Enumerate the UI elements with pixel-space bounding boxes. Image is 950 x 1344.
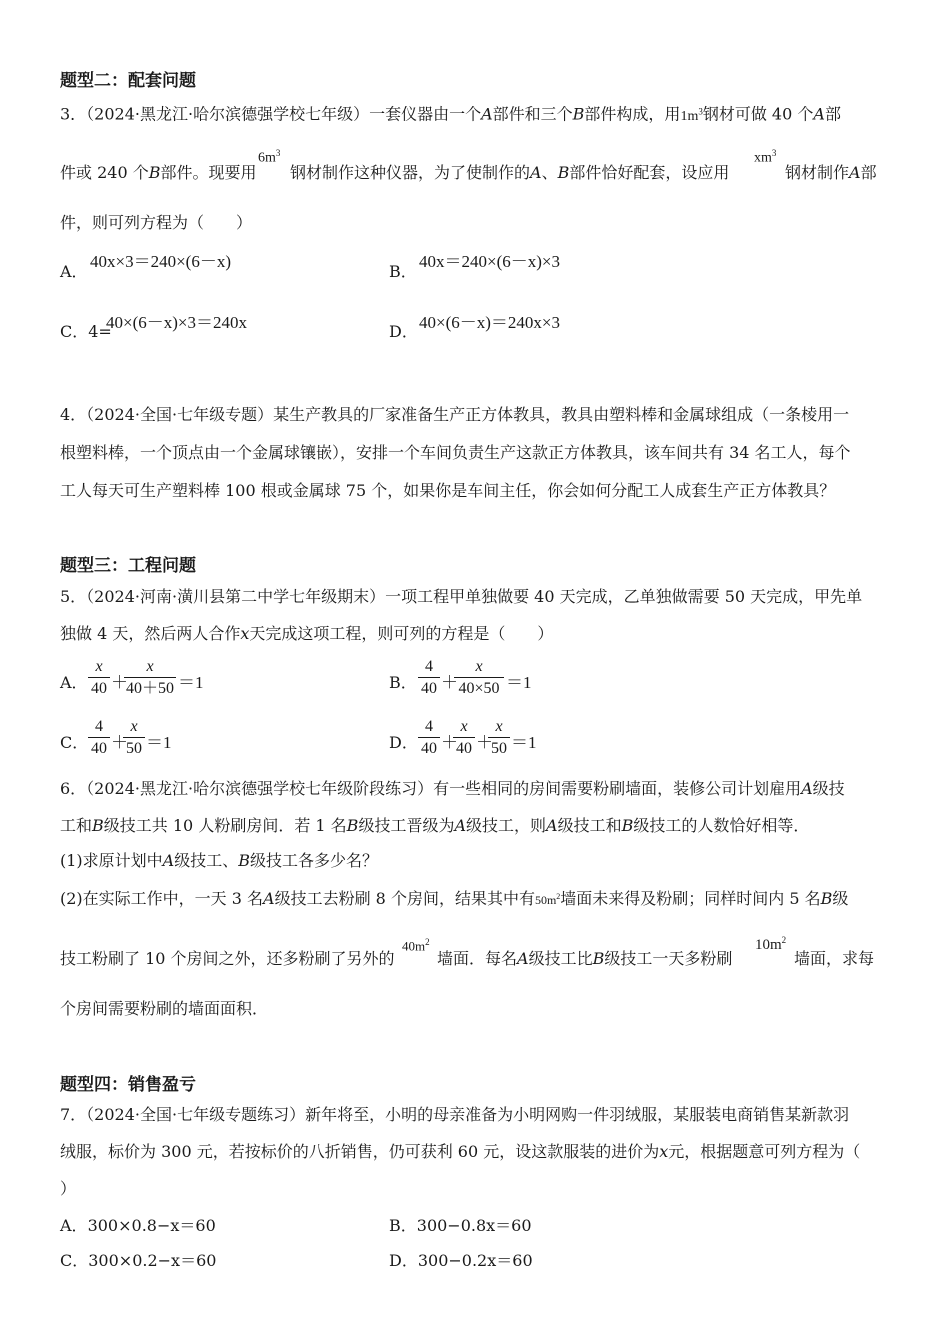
q6-line2: 工和B级技工共 10 人粉刷房间．若 1 名B级技工晋级为A级技工，则A级技工和B级技工的人数恰好相等． <box>60 816 810 835</box>
q6-line4: (2)在实际工作中，一天 3 名A级技工去粉刷 8 个房间，结果其中有$50m^2$墙面未来得及粉刷；同样时间内 5 名B级 <box>60 889 849 908</box>
q7-option-b: B．300−0.8x＝60 <box>389 1216 532 1235</box>
q5-d-frac2: x 40 <box>453 717 475 758</box>
q5-d-frac3: x 50 <box>488 717 510 758</box>
plus-sign: ＋ <box>111 733 128 752</box>
q3-option-a: 40x×3＝240×(6－x) <box>90 252 231 271</box>
q5-a-frac2: x 40＋50 <box>125 658 174 697</box>
q6-line3: (1)求原计划中A级技工、B级技工各多少名？ <box>60 851 379 870</box>
equals-one: ＝1 <box>146 733 172 752</box>
q4-line3: 工人每天可生产塑料棒 100 根或金属球 75 个，如果你是车间主任，你会如何分配工人成套生产正方体教具？ <box>60 481 836 500</box>
q3-option-c: 40×(6－x)×3＝240x <box>106 313 247 332</box>
q6-line6: 个房间需要粉刷的墙面面积． <box>60 999 269 1018</box>
q5-c-frac2: x 50 <box>123 717 145 758</box>
q4-line2: 根塑料棒，一个顶点由一个金属球镶嵌），安排一个车间负责生产这款正方体教具，该车间共有 34 名工人，每个 <box>60 443 851 462</box>
q3-line2-end: 钢材制作A部 <box>785 163 877 182</box>
q5-line1: 5．（2024·河南·潢川县第二中学七年级期末）一项工程甲单独做要 40 天完成，乙单独做需要 50 天完成，甲先单 <box>60 587 863 606</box>
q5-d-frac1: 4 40 <box>418 717 440 758</box>
q5-option-d-label: D． <box>389 733 418 752</box>
q7-option-c: C．300×0.2−x＝60 <box>60 1251 217 1270</box>
q7-option-d: D．300−0.2x＝60 <box>389 1251 533 1270</box>
plus-sign: ＋ <box>476 733 493 752</box>
q6-line5: 技工粉刷了 10 个房间之外，还多粉刷了另外的 <box>60 949 395 968</box>
q7-line1: 7．（2024·全国·七年级专题练习）新年将至，小明的母亲准备为小明网购一件羽绒服，某服装电商销售某新款羽 <box>60 1105 850 1124</box>
q5-option-c-label: C． <box>60 733 89 752</box>
section-title-4: 题型四：销售盈亏 <box>60 1075 196 1095</box>
plus-sign: ＋ <box>441 733 458 752</box>
q3-option-c-label: C．4= <box>60 322 112 341</box>
q3-option-b: 40x＝240×(6－x)×3 <box>419 252 560 271</box>
q5-a-frac1: x 40 <box>88 657 110 698</box>
plus-sign: ＋ <box>441 673 458 692</box>
equals-one: ＝1 <box>178 673 204 692</box>
q5-b-frac2: x 40×50 <box>454 657 504 698</box>
q3-option-a-label: A． <box>60 262 88 281</box>
q6-line1: 6．（2024·黑龙江·哈尔滨德强学校七年级阶段练习）有一些相同的房间需要粉刷墙面，装修公司计划雇用A级技 <box>60 779 845 798</box>
q3-option-b-label: B． <box>389 262 417 281</box>
q3-line2: 件或 240 个B部件。现要用 <box>60 163 257 182</box>
q5-c-frac1: 4 40 <box>88 717 110 758</box>
q7-option-a: A．300×0.8−x＝60 <box>60 1216 216 1235</box>
section-title-3: 题型三：工程问题 <box>60 556 196 576</box>
q3-line2-cont: 钢材制作这种仪器，为了使制作的A、B部件恰好配套，设应用 <box>290 163 730 182</box>
q7-line2: 绒服，标价为 300 元，若按标价的八折销售，仍可获利 60 元，设这款服装的进价为x元，根据题意可列方程为（ <box>60 1142 861 1161</box>
equals-one: ＝1 <box>511 733 537 752</box>
unit-50m2: $50m^2$ <box>534 892 561 907</box>
q5-b-frac1: 4 40 <box>418 657 440 698</box>
q6-line5-end: 墙面，求每 <box>794 949 875 968</box>
plus-sign: ＋ <box>111 673 128 692</box>
q5-option-b-label: B． <box>389 673 417 692</box>
q5-line2: 独做 4 天，然后两人合作x天完成这项工程，则可列的方程是（ ） <box>60 624 554 643</box>
q3-line1: 3．（2024·黑龙江·哈尔滨德强学校七年级）一套仪器由一个A部件和三个B部件构成，用$1m^3$钢材可做 40 个A部 <box>60 104 841 124</box>
q3-option-d-label: D． <box>389 322 418 341</box>
equals-one: ＝1 <box>506 673 532 692</box>
unit-1m3: $1m^3$ <box>680 106 703 124</box>
q6-line5-mid: 墙面．每名A级技工比B级技工一天多粉刷 <box>437 949 733 968</box>
section-title-2: 题型二：配套问题 <box>60 71 196 91</box>
unit-6m3: $6m^3$ <box>258 148 281 166</box>
unit-xm3: $xm^3$ <box>754 148 777 166</box>
q4-line1: 4．（2024·全国·七年级专题）某生产教具的厂家准备生产正方体教具，教具由塑料棒和金属球组成（一条棱用一 <box>60 405 850 424</box>
q3-line3: 件，则可列方程为（ ） <box>60 213 253 232</box>
unit-40m2: $40m^2$ <box>402 937 430 954</box>
q3-option-d: 40×(6－x)＝240x×3 <box>419 313 560 332</box>
q7-line3: ） <box>60 1179 77 1198</box>
q5-option-a-label: A． <box>60 673 88 692</box>
unit-10m2: $10m^2$ <box>755 935 787 953</box>
